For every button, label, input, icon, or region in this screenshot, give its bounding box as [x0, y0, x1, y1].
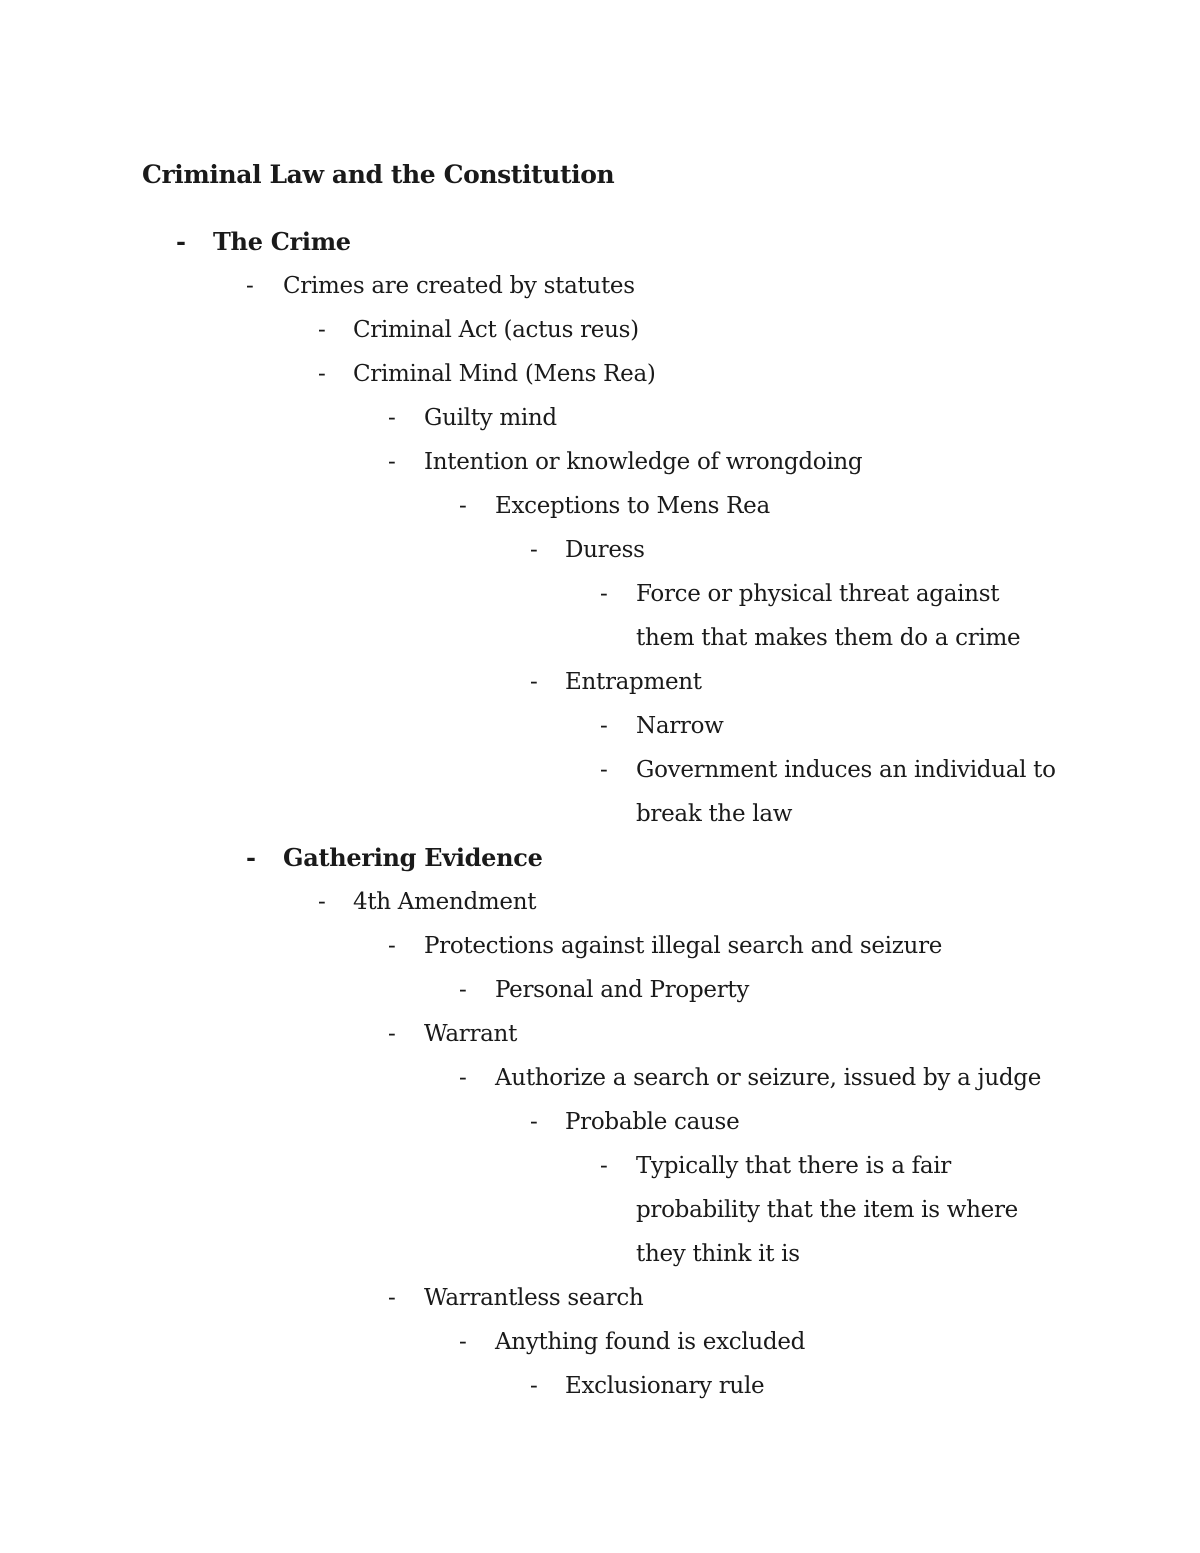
list-item	[0, 1056, 1200, 1100]
list-item	[0, 264, 1200, 308]
bullet-dash: -	[176, 227, 186, 256]
list-item	[0, 484, 1200, 528]
list-item	[0, 836, 1200, 880]
list-item-text: Force or physical threat against them that makes them do a crime	[636, 581, 1021, 651]
bullet-dash: -	[318, 361, 326, 387]
list-item-text: Government induces an individual to break the law	[636, 757, 1056, 827]
list-item	[0, 1320, 1200, 1364]
bullet-dash: -	[318, 317, 326, 343]
bullet-dash: -	[388, 933, 396, 959]
bullet-dash: -	[600, 1153, 608, 1179]
bullet-dash: -	[530, 1109, 538, 1135]
bullet-dash: -	[388, 405, 396, 431]
list-item	[0, 440, 1200, 484]
bullet-dash: -	[530, 1373, 538, 1399]
bullet-dash: -	[246, 843, 256, 872]
list-item-text: The Crime	[213, 227, 351, 256]
list-item	[0, 1364, 1200, 1408]
list-item-text: Guilty mind	[424, 405, 557, 431]
bullet-dash: -	[600, 713, 608, 739]
list-item	[0, 396, 1200, 440]
list-item	[0, 1100, 1200, 1144]
bullet-dash: -	[600, 581, 608, 607]
list-item-text: Duress	[565, 537, 645, 563]
list-item	[0, 748, 1200, 836]
bullet-dash: -	[318, 889, 326, 915]
list-item-text: Exclusionary rule	[565, 1373, 765, 1399]
bullet-dash: -	[388, 449, 396, 475]
bullet-dash: -	[459, 493, 467, 519]
list-item-text: Personal and Property	[495, 977, 750, 1003]
list-item	[0, 704, 1200, 748]
list-item	[0, 1144, 1200, 1276]
list-item	[0, 1012, 1200, 1056]
list-item	[0, 220, 1200, 264]
bullet-dash: -	[459, 1065, 467, 1091]
list-item-text: Criminal Act (actus reus)	[353, 317, 639, 343]
list-item	[0, 308, 1200, 352]
outline-list	[0, 220, 1200, 1408]
list-item-text: 4th Amendment	[353, 889, 537, 915]
list-item-text: Probable cause	[565, 1109, 740, 1135]
list-item-text: Protections against illegal search and seizure	[424, 933, 943, 959]
list-item-text: Warrantless search	[424, 1285, 644, 1311]
list-item	[0, 352, 1200, 396]
list-item-text: Intention or knowledge of wrongdoing	[424, 449, 863, 475]
list-item-text: Authorize a search or seizure, issued by a judge	[495, 1065, 1042, 1091]
bullet-dash: -	[246, 273, 254, 299]
bullet-dash: -	[530, 669, 538, 695]
list-item	[0, 1276, 1200, 1320]
list-item	[0, 968, 1200, 1012]
list-item	[0, 924, 1200, 968]
list-item-text: Warrant	[424, 1021, 518, 1047]
list-item-text: Typically that there is a fair probability that the item is where they think it is	[636, 1153, 1018, 1267]
list-item-text: Criminal Mind (Mens Rea)	[353, 361, 656, 387]
bullet-dash: -	[388, 1021, 396, 1047]
list-item-text: Entrapment	[565, 669, 702, 695]
list-item	[0, 572, 1200, 660]
list-item-text: Narrow	[636, 713, 724, 739]
list-item-text: Gathering Evidence	[283, 843, 543, 872]
list-item	[0, 880, 1200, 924]
list-item-text: Exceptions to Mens Rea	[495, 493, 770, 519]
bullet-dash: -	[459, 977, 467, 1003]
list-item-text: Crimes are created by statutes	[283, 273, 635, 299]
document-title: Criminal Law and the Constitution	[142, 160, 615, 189]
bullet-dash: -	[600, 757, 608, 783]
list-item-text: Anything found is excluded	[495, 1329, 806, 1355]
bullet-dash: -	[388, 1285, 396, 1311]
list-item	[0, 528, 1200, 572]
bullet-dash: -	[459, 1329, 467, 1355]
bullet-dash: -	[530, 537, 538, 563]
list-item	[0, 660, 1200, 704]
